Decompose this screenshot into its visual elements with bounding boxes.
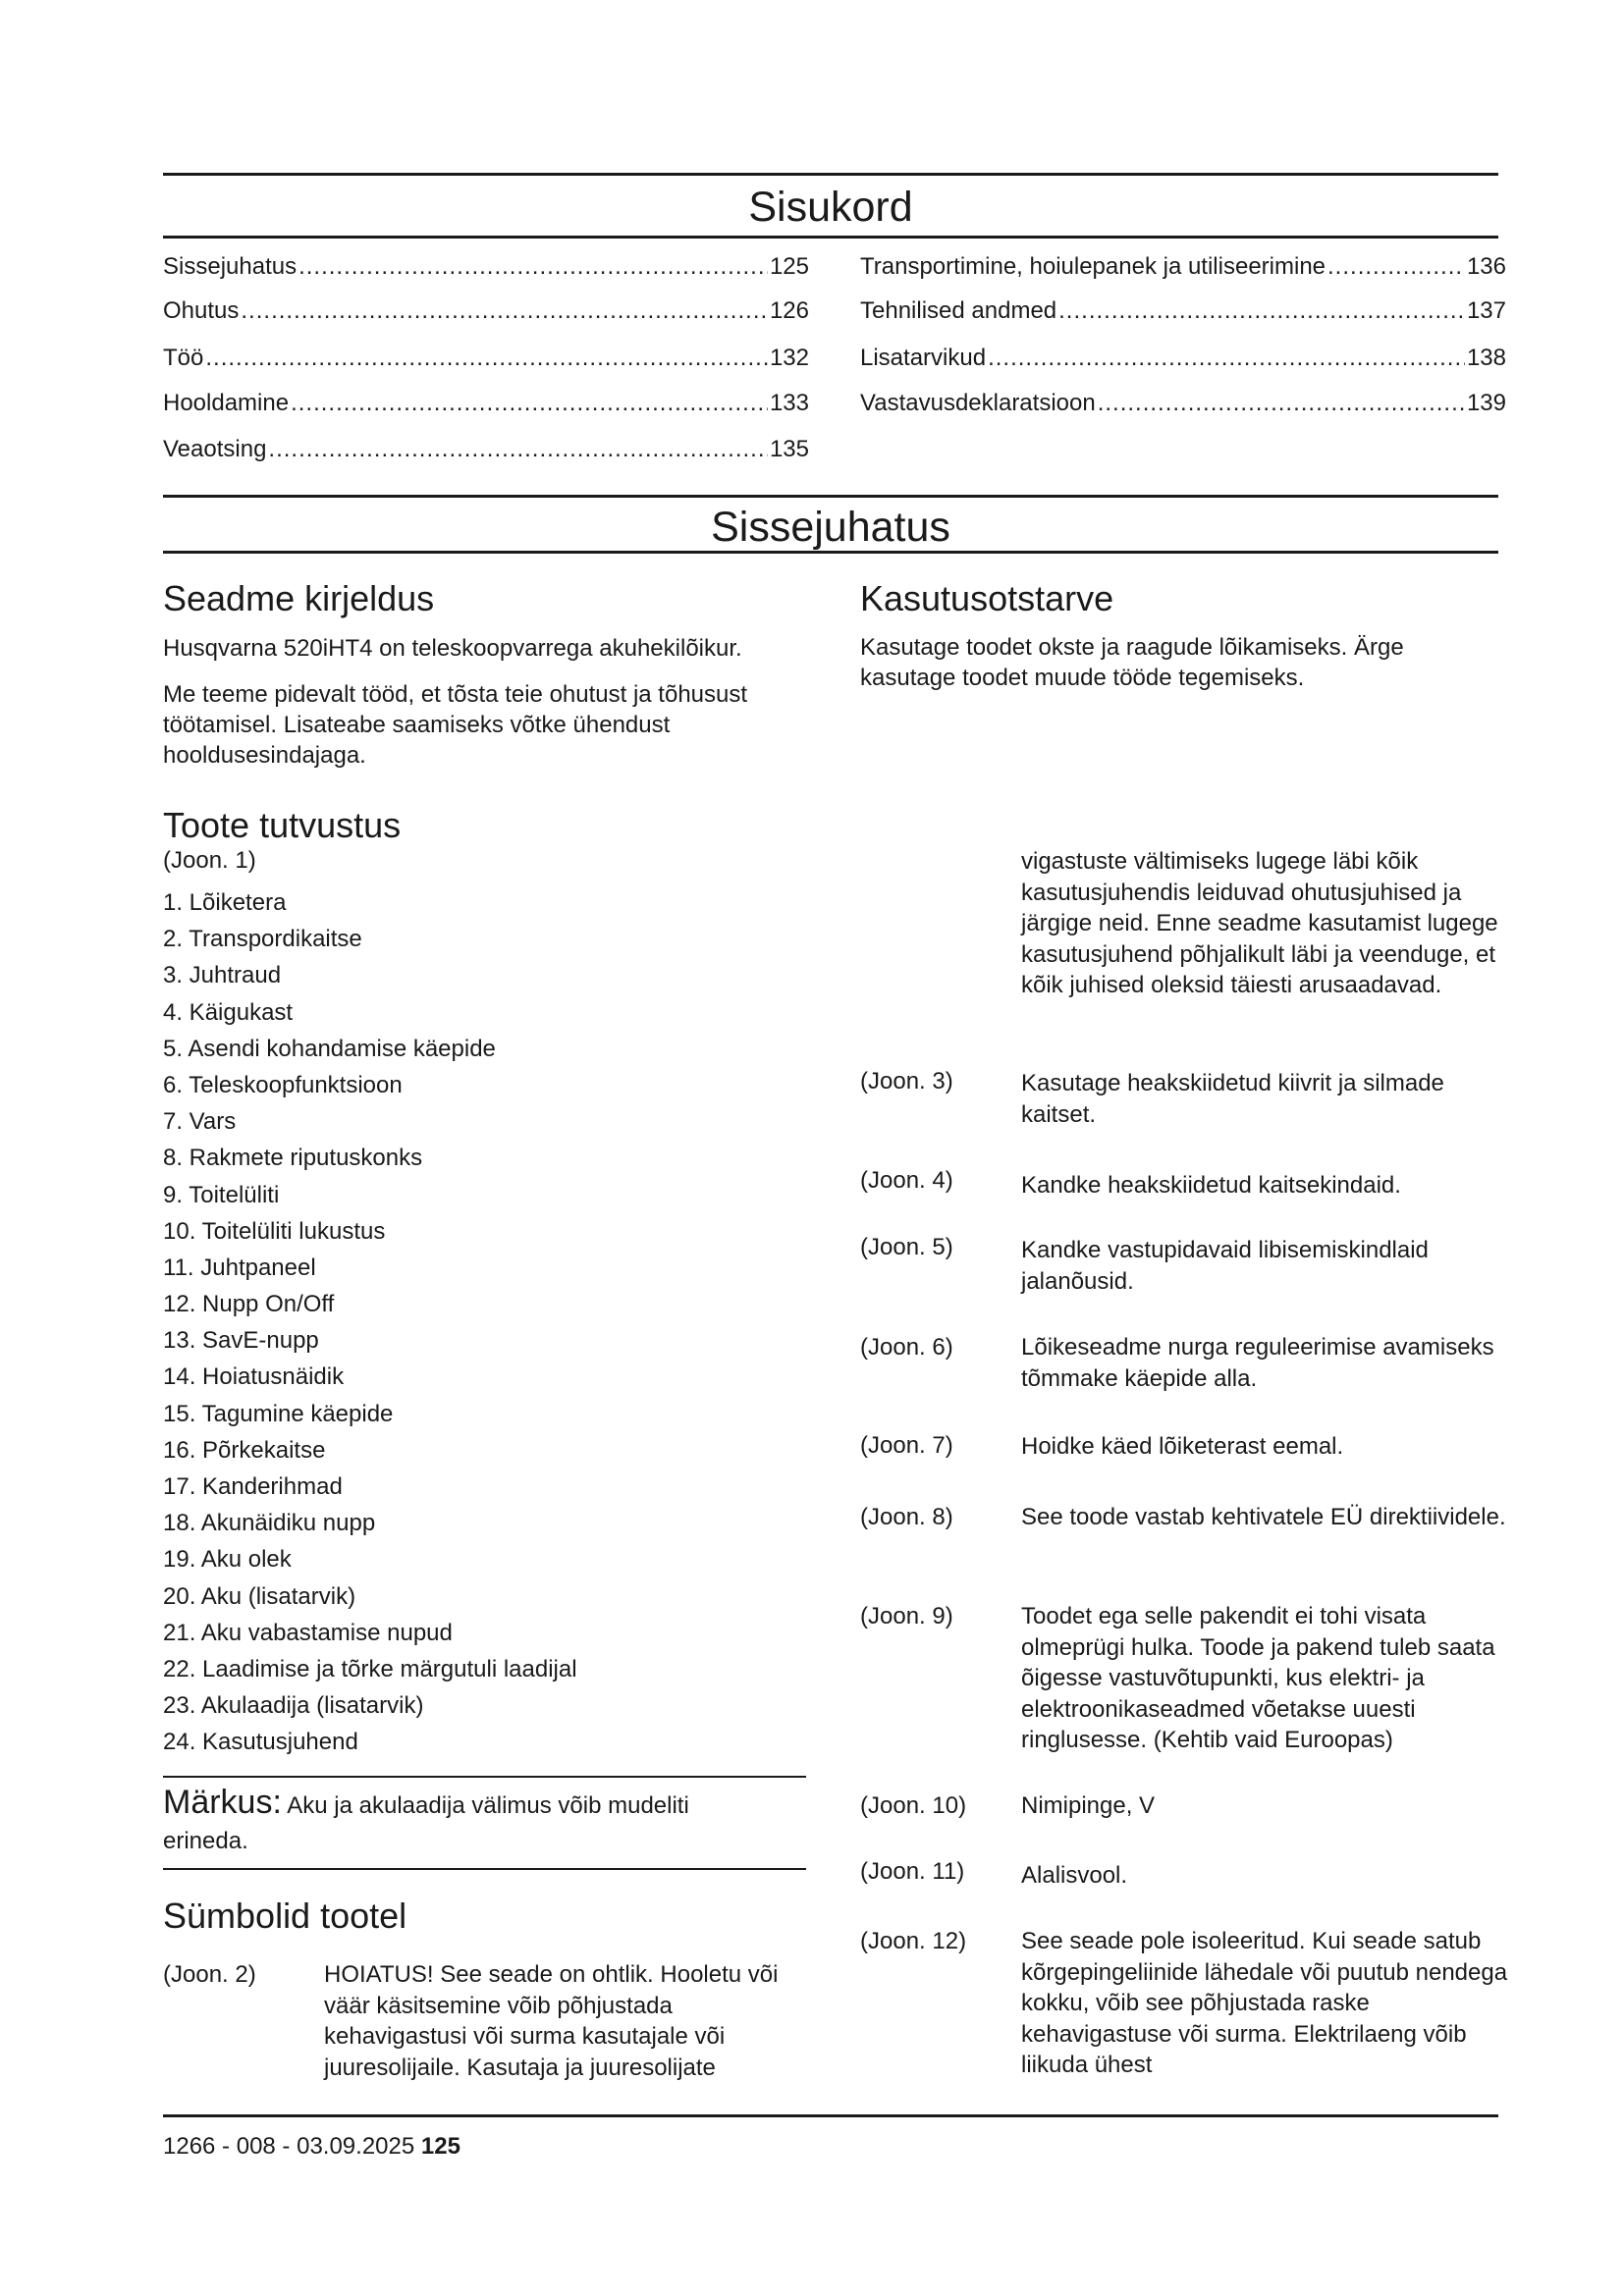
toc-entry-vastavusdeklaratsioon[interactable]	[860, 389, 1506, 418]
list-item: 13. SavE-nupp	[163, 1327, 319, 1355]
device-description-p2: Me teeme pidevalt tööd, et tõsta teie ohutust ja tõhusust töötamisel. Lisateabe saamiseks võtke ühendust hooldusesindajaga.	[163, 681, 748, 769]
list-item: 6. Teleskoopfunktsioon	[163, 1071, 403, 1098]
toc-entry-title: Ohutus	[163, 297, 240, 324]
toc-entry-page: 126	[769, 297, 809, 324]
toc-leader-dots	[298, 252, 768, 282]
toc-leader-dots	[205, 344, 768, 373]
list-item: 9. Toitelüliti	[163, 1181, 280, 1208]
symbol-ref-6: (Joon. 6)	[860, 1334, 953, 1361]
toc-bottom-rule	[163, 236, 1498, 239]
toc-entry-title: Tehnilised andmed	[860, 297, 1057, 324]
note-bottom-rule	[163, 1868, 806, 1870]
list-item: 16. Põrkekaitse	[163, 1436, 326, 1464]
symbol-text-11: Alalisvool.	[1021, 1862, 1128, 1889]
symbol-ref-12: (Joon. 12)	[860, 1928, 967, 1954]
list-item: 24. Kasutusjuhend	[163, 1729, 358, 1756]
intro-bottom-rule	[163, 551, 1498, 554]
symbol-text-12: See seade pole isoleeritud. Kui seade satub kõrgepingeliinide lähedale või puutub nendega kokku, võib see põhjustada raske kehavigastuse või surma. Elektrilaeng võib liikuda ühest	[1021, 1928, 1508, 2078]
symbol-ref-7: (Joon. 7)	[860, 1432, 953, 1459]
note	[163, 1785, 772, 1859]
list-item: 7. Vars	[163, 1108, 237, 1136]
toc-entry-veaotsing[interactable]	[163, 435, 809, 464]
note-top-rule	[163, 1776, 806, 1778]
toc-leader-dots	[988, 344, 1465, 373]
list-item: 19. Aku olek	[163, 1546, 292, 1574]
toc-entry-page: 138	[1466, 345, 1506, 371]
note-label: Märkus:	[163, 1784, 282, 1821]
symbol-ref-11: (Joon. 11)	[860, 1858, 965, 1885]
toc-entry-page: 139	[1466, 390, 1506, 416]
toc-leader-dots	[1327, 252, 1465, 282]
intended-use-p1: Kasutage toodet okste ja raagude lõikamiseks. Ärge kasutage toodet muude tööde tegemiseks.	[860, 634, 1404, 691]
list-item: 5. Asendi kohandamise käepide	[163, 1035, 496, 1062]
toc-entry-page: 135	[769, 436, 809, 462]
symbol-ref-10: (Joon. 10)	[860, 1792, 967, 1819]
toc-entry-title: Töö	[163, 345, 204, 371]
symbol-ref-5: (Joon. 5)	[860, 1234, 953, 1260]
list-item: 17. Kanderihmad	[163, 1473, 343, 1500]
toc-entry-tehnilised-andmed[interactable]	[860, 296, 1506, 326]
symbol-text-5: Kandke vastupidavaid libisemiskindlaid jalanõusid.	[1021, 1237, 1429, 1295]
device-description-p1: Husqvarna 520iHT4 on teleskoopvarrega akuhekilõikur.	[163, 635, 742, 662]
list-item: 22. Laadimise ja tõrke märgutuli laadijal	[163, 1655, 577, 1682]
footer-rule	[163, 2114, 1498, 2117]
product-overview-list	[163, 884, 577, 1761]
toc-entry-too[interactable]	[163, 344, 809, 373]
symbol-text-10: Nimipinge, V	[1021, 1792, 1156, 1819]
toc-entry-lisatarvikud[interactable]	[860, 344, 1506, 373]
symbol-text-continuation: vigastuste vältimiseks lugege läbi kõik kasutusjuhendis leiduvad ohutusjuhised ja järgige neid. Enne seadme kasutamist lugege kasutusjuhend põhjalikult läbi ja veenduge, et kõik juhised oleksid täiesti arusaadavad.	[1021, 848, 1498, 998]
toc-entry-title: Hooldamine	[163, 390, 290, 416]
symbol-text-7: Hoidke käed lõiketerast eemal.	[1021, 1433, 1344, 1460]
toc-entry-ohutus[interactable]	[163, 296, 809, 326]
toc-top-rule	[163, 173, 1498, 176]
list-item: 14. Hoiatusnäidik	[163, 1363, 345, 1391]
toc-entry-transportimine[interactable]	[860, 252, 1506, 282]
symbol-text-4: Kandke heakskiidetud kaitsekindaid.	[1021, 1172, 1401, 1199]
symbol-text-9: Toodet ega selle pakendit ei tohi visata olmeprügi hulka. Toode ja pakend tuleb saata õigesse vastuvõtupunkti, kus elektri- ja elektroonikaseadmed võetakse uuesti ringlusesse. (Kehtib vaid Euroopas)	[1021, 1603, 1495, 1753]
page-footer	[163, 2132, 460, 2162]
toc-entry-title: Vastavusdeklaratsioon	[860, 390, 1096, 416]
symbol-ref-2: (Joon. 2)	[163, 1961, 256, 1988]
symbol-ref-8: (Joon. 8)	[860, 1504, 953, 1530]
list-item: 20. Aku (lisatarvik)	[163, 1582, 356, 1610]
toc-leader-dots	[241, 296, 768, 326]
list-item: 11. Juhtpaneel	[163, 1254, 316, 1281]
list-item: 12. Nupp On/Off	[163, 1291, 335, 1318]
footer-doc-code: 1266 - 008 - 03.09.2025	[163, 2133, 415, 2160]
toc-entry-page: 125	[769, 253, 809, 280]
intended-use-heading: Kasutusotstarve	[860, 578, 1114, 618]
toc-leader-dots	[1098, 389, 1465, 418]
list-item: 18. Akunäidiku nupp	[163, 1510, 376, 1537]
toc-entry-hooldamine[interactable]	[163, 389, 809, 418]
symbol-ref-9: (Joon. 9)	[860, 1603, 953, 1629]
list-item: 15. Tagumine käepide	[163, 1400, 394, 1427]
toc-entry-page: 136	[1466, 253, 1506, 280]
list-item: 21. Aku vabastamise nupud	[163, 1619, 453, 1646]
toc-leader-dots	[1058, 296, 1465, 326]
toc-entry-title: Lisatarvikud	[860, 345, 987, 371]
toc-entry-sissejuhatus[interactable]	[163, 252, 809, 282]
note-text: Aku ja akulaadija välimus võib mudeliti erineda.	[163, 1792, 689, 1854]
toc-entry-title: Sissejuhatus	[163, 253, 298, 280]
symbol-text-6: Lõikeseadme nurga reguleerimise avamiseks tõmmake käepide alla.	[1021, 1334, 1494, 1392]
symbol-ref-4: (Joon. 4)	[860, 1167, 953, 1194]
list-item: 3. Juhtraud	[163, 962, 282, 989]
symbol-text-3: Kasutage heakskiidetud kiivrit ja silmade kaitset.	[1021, 1070, 1444, 1128]
list-item: 10. Toitelüliti lukustus	[163, 1217, 386, 1245]
symbol-text-8: See toode vastab kehtivatele EÜ direktiividele.	[1021, 1504, 1506, 1530]
toc-leader-dots	[268, 435, 768, 464]
list-item: 8. Rakmete riputuskonks	[163, 1145, 423, 1172]
footer-page-number: 125	[420, 2133, 460, 2160]
toc-entry-title: Veaotsing	[163, 436, 267, 462]
symbols-heading: Sümbolid tootel	[163, 1896, 407, 1936]
list-item: 23. Akulaadija (lisatarvik)	[163, 1692, 424, 1720]
list-item: 4. Käigukast	[163, 998, 294, 1026]
list-item: 1. Lõiketera	[163, 889, 287, 916]
product-overview-ref: (Joon. 1)	[163, 847, 256, 874]
toc-leader-dots	[291, 389, 768, 418]
symbol-text-2: HOIATUS! See seade on ohtlik. Hooletu või väär käsitsemine võib põhjustada kehavigastusi või surma kasutajale või juuresolijaile. Kasutaja ja juuresolijate	[324, 1961, 779, 2081]
toc-entry-page: 137	[1466, 297, 1506, 324]
toc-entry-page: 133	[769, 390, 809, 416]
list-item: 2. Transpordikaitse	[163, 926, 362, 953]
toc-title: Sisukord	[748, 184, 913, 231]
intro-top-rule	[163, 495, 1498, 498]
toc-entry-title: Transportimine, hoiulepanek ja utiliseerimine	[860, 253, 1326, 280]
device-description-heading: Seadme kirjeldus	[163, 578, 435, 618]
toc-entry-page: 132	[769, 345, 809, 371]
intro-title: Sissejuhatus	[711, 504, 950, 551]
symbol-ref-3: (Joon. 3)	[860, 1068, 953, 1095]
product-overview-heading: Toote tutvustus	[163, 805, 402, 845]
